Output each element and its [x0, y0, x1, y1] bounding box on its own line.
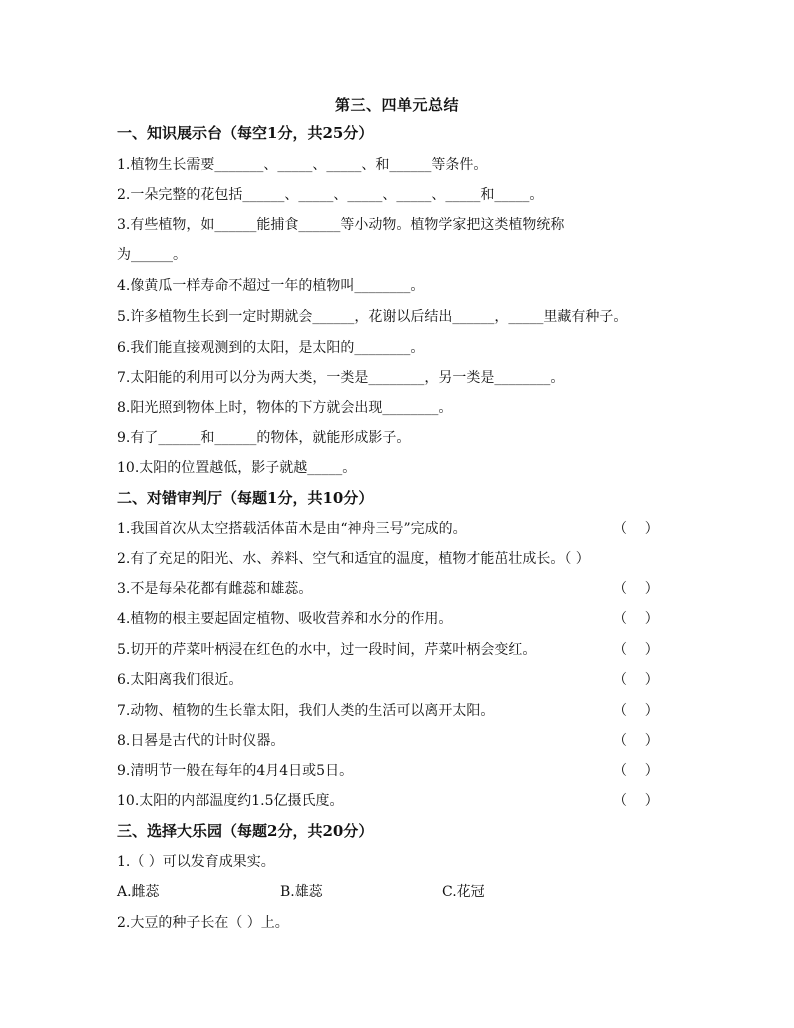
choice-option-c[interactable]: C.花冠 — [442, 884, 485, 900]
choice-item-2: 2.大豆的种子长在（ ）上。 — [117, 915, 289, 931]
judge-item-9: 9.清明节一般在每年的4月4日或5日。 — [117, 763, 354, 779]
answer-paren-5[interactable]: （ ） — [613, 642, 659, 658]
fill-item-2: 2.一朵完整的花包括______、_____、_____、_____、_____和_____。 — [117, 187, 544, 203]
judge-item-7: 7.动物、植物的生长靠太阳，我们人类的生活可以离开太阳。 — [117, 703, 495, 719]
choice-option-a[interactable]: A.雌蕊 — [117, 884, 160, 900]
answer-paren-8[interactable]: （ ） — [613, 733, 659, 749]
judge-item-10: 10.太阳的内部温度约1.5亿摄氏度。 — [117, 793, 344, 809]
judge-item-2: 2.有了充足的阳光、水、养料、空气和适宜的温度，植物才能茁壮成长。（ ） — [117, 551, 590, 567]
section-heading-3: 三、选择大乐园（每题2分，共20分） — [117, 822, 374, 840]
fill-item-1: 1.植物生长需要_______、_____、_____、和______等条件。 — [117, 157, 488, 173]
judge-item-8: 8.日晷是古代的计时仪器。 — [117, 733, 285, 749]
choice-item-1: 1.（ ）可以发育成果实。 — [117, 854, 275, 870]
section-heading-2: 二、对错审判厅（每题1分，共10分） — [117, 489, 374, 507]
answer-paren-3[interactable]: （ ） — [613, 581, 659, 597]
fill-item-3-cont: 为______。 — [117, 247, 187, 263]
fill-item-4: 4.像黄瓜一样寿命不超过一年的植物叫________。 — [117, 278, 425, 294]
judge-item-4: 4.植物的根主要起固定植物、吸收营养和水分的作用。 — [117, 611, 453, 627]
fill-item-5: 5.许多植物生长到一定时期就会______，花谢以后结出______，_____里藏有种子。 — [117, 309, 628, 325]
answer-paren-7[interactable]: （ ） — [613, 703, 659, 719]
fill-item-6: 6.我们能直接观测到的太阳，是太阳的________。 — [117, 340, 425, 356]
fill-item-7: 7.太阳能的利用可以分为两大类，一类是________，另一类是________。 — [117, 370, 565, 386]
judge-item-3: 3.不是每朵花都有雌蕊和雄蕊。 — [117, 581, 313, 597]
fill-item-9: 9.有了______和______的物体，就能形成影子。 — [117, 430, 411, 446]
fill-item-8: 8.阳光照到物体上时，物体的下方就会出现________。 — [117, 400, 453, 416]
answer-paren-4[interactable]: （ ） — [613, 611, 659, 627]
choice-option-b[interactable]: B.雄蕊 — [280, 884, 323, 900]
answer-paren-6[interactable]: （ ） — [613, 672, 659, 688]
answer-paren-1[interactable]: （ ） — [613, 521, 659, 537]
judge-item-6: 6.太阳离我们很近。 — [117, 672, 243, 688]
page-title: 第三、四单元总结 — [334, 96, 459, 114]
answer-paren-9[interactable]: （ ） — [613, 763, 659, 779]
answer-paren-10[interactable]: （ ） — [613, 793, 659, 809]
judge-item-5: 5.切开的芹菜叶柄浸在红色的水中，过一段时间，芹菜叶柄会变红。 — [117, 642, 537, 658]
fill-item-10: 10.太阳的位置越低，影子就越_____。 — [117, 460, 357, 476]
judge-item-1: 1.我国首次从太空搭载活体苗木是由“神舟三号”完成的。 — [117, 521, 467, 537]
section-heading-1: 一、知识展示台（每空1分，共25分） — [117, 124, 374, 142]
fill-item-3: 3.有些植物，如______能捕食______等小动物。植物学家把这类植物统称 — [117, 217, 565, 233]
